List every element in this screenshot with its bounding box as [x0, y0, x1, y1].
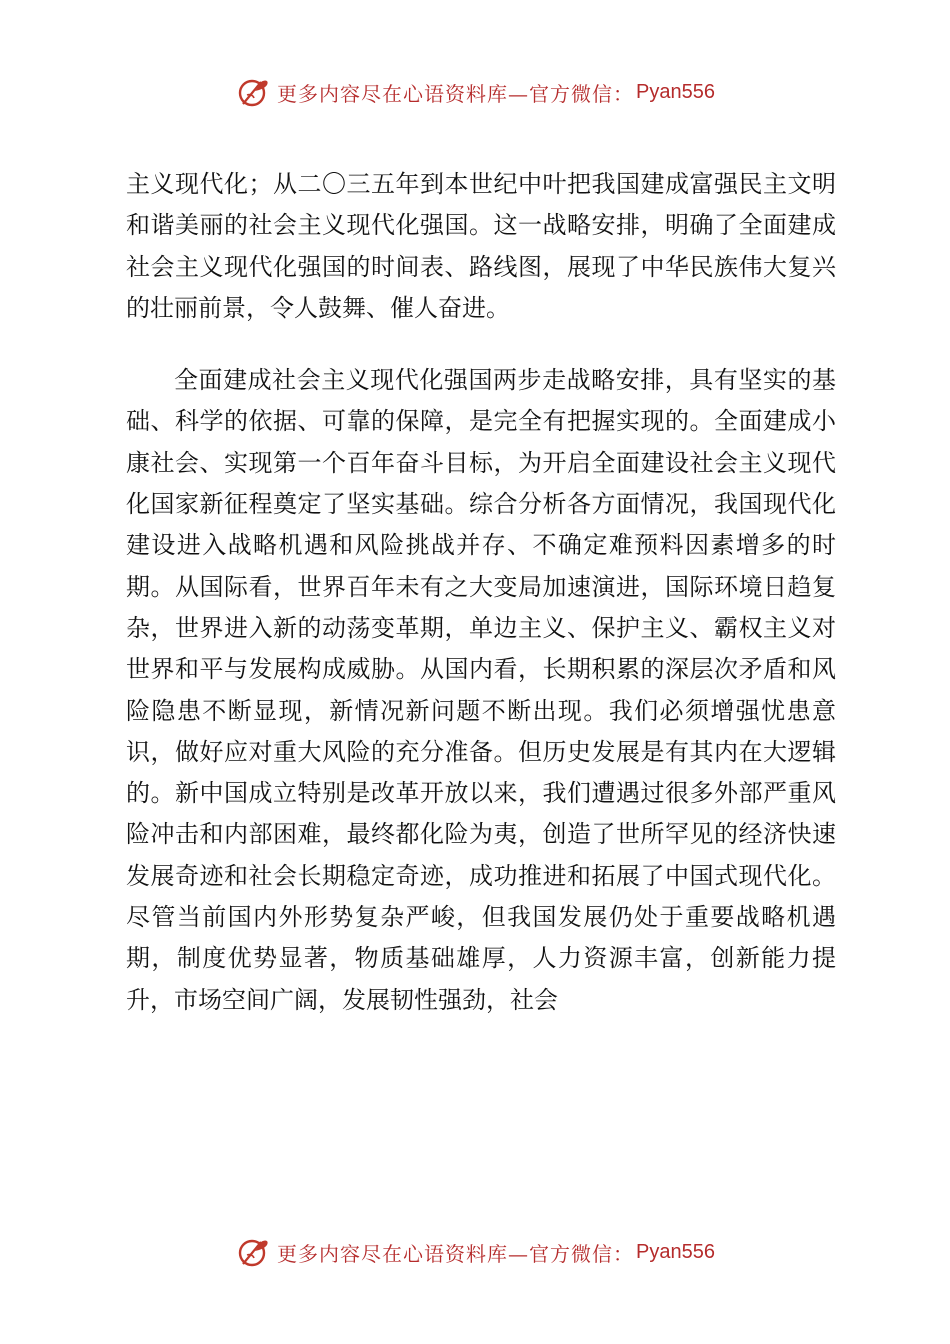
header-wechat-id: Pyan556 [636, 80, 715, 103]
paragraph-1: 主义现代化；从二〇三五年到本世纪中叶把我国建成富强民主文明和谐美丽的社会主义现代化强国。这一战略安排，明确了全面建成社会主义现代化强国的时间表、路线图，展现了中华民族伟大复兴的壮丽前景，令人鼓舞、催人奋进。 [126, 170, 836, 322]
header-banner [0, 72, 950, 112]
footer-banner [0, 1232, 950, 1272]
header-banner-text: 更多内容尽在心语资料库—官方微信： [277, 81, 635, 106]
feather-pen-logo-icon [235, 74, 271, 110]
feather-pen-logo-icon [235, 1234, 271, 1270]
document-body [126, 164, 836, 1021]
footer-banner-text: 更多内容尽在心语资料库—官方微信： [277, 1241, 635, 1266]
paragraph-2: 全面建成社会主义现代化强国两步走战略安排，具有坚实的基础、科学的依据、可靠的保障，是完全有把握实现的。全面建成小康社会、实现第一个百年奋斗目标，为开启全面建设社会主义现代化国家新征程奠定了坚实基础。综合分析各方面情况，我国现代化建设进入战略机遇和风险挑战并存、不确定难预料因素增多的时期。从国际看，世界百年未有之大变局加速演进，国际环境日趋复杂，世界进入新的动荡变革期，单边主义、保护主义、霸权主义对世界和平与发展构成威胁。从国内看，长期积累的深层次矛盾和风险隐患不断显现，新情况新问题不断出现。我们必须增强忧患意识，做好应对重大风险的充分准备。但历史发展是有其内在大逻辑的。新中国成立特别是改革开放以来，我们遭遇过很多外部严重风险冲击和内部困难，最终都化险为夷，创造了世所罕见的经济快速发展奇迹和社会长期稳定奇迹，成功推进和拓展了中国式现代化。尽管当前国内外形势复杂严峻，但我国发展仍处于重要战略机遇期，制度优势显著，物质基础雄厚，人力资源丰富，创新能力提升，市场空间广阔，发展韧性强劲，社会 [126, 366, 836, 1014]
footer-wechat-id: Pyan556 [636, 1240, 715, 1263]
